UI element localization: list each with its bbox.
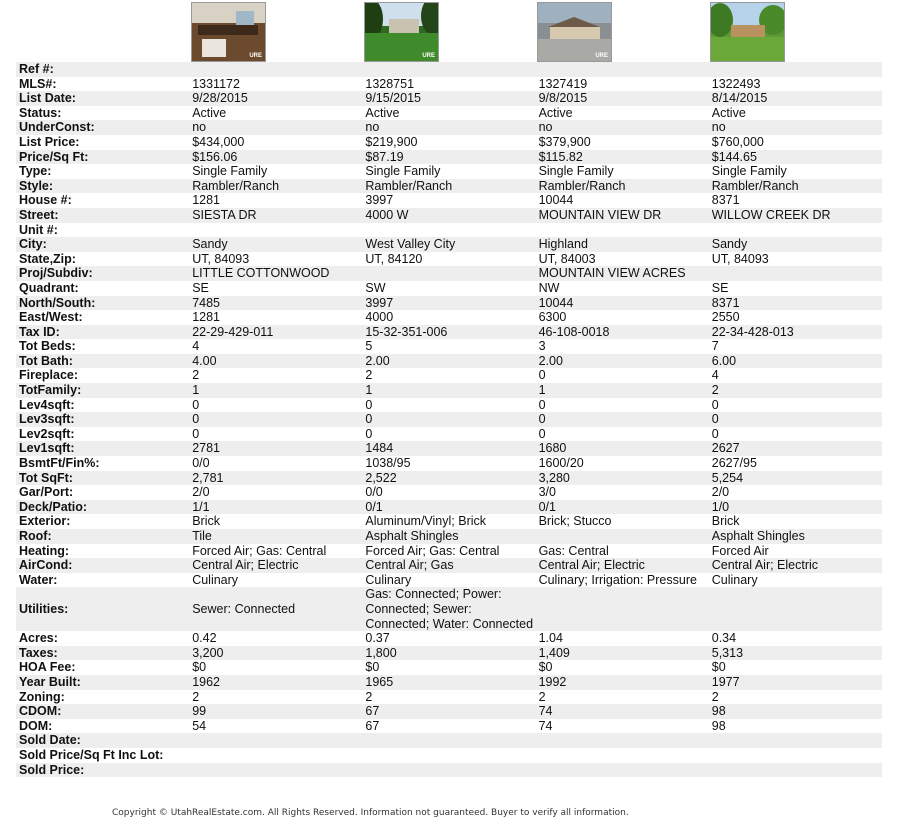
field-value: Forced Air; Gas: Central (192, 543, 327, 558)
field-value: 98 (709, 704, 882, 719)
field-value: 1327419 (538, 76, 588, 91)
field-value: 6.00 (709, 354, 882, 369)
field-value: 0 (189, 412, 362, 427)
table-row (16, 339, 882, 354)
field-value: 2,522 (362, 471, 535, 486)
field-value (536, 587, 709, 631)
field-value (709, 763, 882, 778)
table-row (16, 631, 882, 646)
field-value: 10044 (538, 193, 574, 208)
field-value: 8371 (709, 296, 882, 311)
field-value: 8/14/2015 (709, 91, 882, 106)
field-value: 1484 (362, 441, 535, 456)
field-value: SIESTA DR (189, 208, 362, 223)
field-value: 9/28/2015 (189, 91, 362, 106)
field-value (709, 733, 882, 748)
field-value: 4000 (365, 310, 394, 325)
field-value: 2.00 (362, 354, 535, 369)
field-value: $115.82 (536, 150, 709, 165)
field-value: 0.34 (711, 631, 737, 646)
field-value: Culinary; Irrigation: Pressure (538, 572, 697, 587)
table-row (16, 310, 882, 325)
field-value: 2627/95 (711, 456, 757, 471)
field-value: $760,000 (711, 134, 764, 149)
field-value: 5,313 (709, 646, 882, 661)
table-row (16, 558, 882, 573)
field-value (362, 223, 535, 238)
field-value: Brick; Stucco (538, 514, 612, 529)
field-value: 46-108-0018 (536, 325, 709, 340)
field-value: 1977 (709, 675, 882, 690)
table-row (16, 106, 882, 121)
field-value (536, 748, 709, 763)
field-value: 0/0 (192, 456, 210, 471)
field-value (536, 223, 709, 238)
table-row (16, 237, 882, 252)
field-label: House #: (19, 193, 72, 208)
table-row (16, 471, 882, 486)
field-value: 1/0 (709, 500, 882, 515)
field-value: 2,781 (189, 471, 362, 486)
table-row (16, 179, 882, 194)
field-value: Rambler/Ranch (536, 179, 709, 194)
field-value: 3 (538, 339, 546, 354)
field-value: 2 (711, 689, 719, 704)
field-value (189, 223, 362, 238)
field-value (362, 733, 535, 748)
field-value: Active (538, 105, 573, 120)
field-value: 1331172 (192, 76, 240, 91)
table-row (16, 150, 882, 165)
table-row (16, 719, 882, 734)
field-value: no (189, 120, 362, 135)
table-row (16, 164, 882, 179)
field-value: Central Air; Electric (709, 558, 882, 573)
field-label: Exterior: (19, 514, 71, 529)
table-row (16, 690, 882, 705)
table-row (16, 660, 882, 675)
field-label: TotFamily: (16, 383, 189, 398)
field-value (709, 587, 882, 631)
field-label: UnderConst: (16, 120, 189, 135)
listing-photo-3[interactable] (537, 2, 612, 62)
field-value: 67 (362, 704, 535, 719)
field-value (189, 733, 362, 748)
field-label: Lev2sqft: (19, 426, 75, 441)
field-label: Tot Beds: (19, 339, 76, 354)
field-value: 9/15/2015 (362, 91, 535, 106)
field-value: 1,800 (362, 646, 535, 661)
photo-badge: URE (422, 53, 435, 59)
field-value: 2/0 (192, 485, 210, 500)
field-label: Lev3sqft: (16, 412, 189, 427)
field-value: West Valley City (362, 237, 535, 252)
field-value: Forced Air (711, 543, 769, 558)
field-value: 2 (365, 368, 373, 383)
field-value: LITTLE COTTONWOOD (189, 266, 362, 281)
field-value: UT, 84120 (365, 251, 423, 266)
field-value: 2 (365, 689, 373, 704)
field-label: Street: (16, 208, 189, 223)
field-value (362, 748, 535, 763)
field-value: 2627 (709, 441, 882, 456)
field-value: 1038/95 (365, 456, 411, 471)
field-value: Sandy (189, 237, 362, 252)
table-row (16, 354, 882, 369)
field-label: Utilities: (16, 587, 189, 631)
field-value: Central Air; Electric (536, 558, 709, 573)
field-value: Sewer: Connected (189, 587, 362, 631)
field-value: $434,000 (192, 134, 245, 149)
field-value: 3997 (365, 193, 394, 208)
table-row (16, 383, 882, 398)
field-value: 98 (711, 718, 726, 733)
field-value: 1962 (189, 675, 362, 690)
field-value: 9/8/2015 (536, 91, 709, 106)
table-row (16, 91, 882, 106)
field-value: 0 (192, 397, 200, 412)
field-value (709, 266, 882, 281)
field-label: Water: (19, 572, 58, 587)
field-label: East/West: (19, 310, 83, 325)
field-value: 0/1 (362, 500, 535, 515)
field-value (536, 62, 709, 77)
field-value: 54 (192, 718, 207, 733)
field-value (536, 763, 709, 778)
table-row (16, 544, 882, 559)
field-value: Asphalt Shingles (709, 529, 882, 544)
field-value: 2 (538, 689, 546, 704)
field-value: 67 (365, 718, 380, 733)
photo-badge: URE (249, 53, 262, 59)
field-value: 0 (365, 397, 373, 412)
field-label: List Price: (19, 134, 80, 149)
field-label: Gar/Port: (19, 485, 74, 500)
field-value: $0 (711, 660, 726, 675)
field-value: 0 (538, 368, 546, 383)
listing-photo-1[interactable] (191, 2, 266, 62)
field-value: 3/0 (538, 485, 556, 500)
field-value: 74 (536, 704, 709, 719)
field-value: Single Family (365, 164, 441, 179)
table-row (16, 296, 882, 311)
field-value: 10044 (536, 296, 709, 311)
table-row (16, 412, 882, 427)
field-value: $379,900 (538, 134, 591, 149)
field-value: 1322493 (711, 76, 761, 91)
field-value: Rambler/Ranch (189, 179, 362, 194)
table-row (16, 193, 882, 208)
field-label: Roof: (16, 529, 189, 544)
field-value: $0 (192, 660, 207, 675)
field-label: HOA Fee: (19, 660, 76, 675)
field-value: 0/0 (365, 485, 383, 500)
field-value (362, 763, 535, 778)
field-label: CDOM: (16, 704, 189, 719)
field-label: Tot Bath: (16, 354, 189, 369)
table-row (16, 763, 882, 778)
listing-photos (0, 2, 898, 62)
table-row (16, 62, 882, 77)
field-label: Price/Sq Ft: (16, 150, 189, 165)
field-value: 0 (709, 412, 882, 427)
listing-photo-4[interactable] (710, 2, 785, 62)
field-value: 1 (536, 383, 709, 398)
field-value: Brick (711, 514, 740, 529)
field-value: 0.37 (365, 631, 390, 646)
field-label: Quadrant: (19, 280, 79, 295)
table-row (16, 368, 882, 383)
field-value: Culinary (365, 572, 412, 587)
field-value: 3997 (362, 296, 535, 311)
field-value: 4.00 (189, 354, 362, 369)
table-row (16, 500, 882, 515)
field-value: Rambler/Ranch (362, 179, 535, 194)
field-value (189, 62, 362, 77)
table-row (16, 398, 882, 413)
table-row (16, 266, 882, 281)
field-value: Sandy (709, 237, 882, 252)
field-value: Central Air; Gas (362, 558, 535, 573)
field-value: Active (711, 105, 746, 120)
field-label: State,Zip: (19, 251, 76, 266)
field-value: WILLOW CREEK DR (709, 208, 882, 223)
field-value: 2781 (189, 441, 362, 456)
field-label: Fireplace: (19, 368, 79, 383)
field-value: 3,280 (536, 471, 709, 486)
field-value: no (362, 120, 535, 135)
table-row (16, 77, 882, 92)
field-value: 1965 (362, 675, 535, 690)
field-value: 6300 (538, 310, 567, 325)
field-value: 1992 (536, 675, 709, 690)
field-value: no (536, 120, 709, 135)
field-value: NW (538, 280, 560, 295)
field-value: 3,200 (189, 646, 362, 661)
field-value: Brick (192, 514, 220, 529)
field-value: $219,900 (365, 134, 418, 149)
field-value: 1,409 (536, 646, 709, 661)
field-value: 22-34-428-013 (709, 325, 882, 340)
field-label: Year Built: (16, 675, 189, 690)
field-value (189, 763, 362, 778)
field-value: UT, 84093 (711, 251, 769, 266)
field-value: Asphalt Shingles (362, 529, 535, 544)
field-value: Highland (536, 237, 709, 252)
field-label: Sold Price: (16, 763, 189, 778)
field-value: 2 (709, 383, 882, 398)
field-value: 1328751 (365, 76, 415, 91)
field-value: $144.65 (709, 150, 882, 165)
field-label: Heating: (19, 543, 69, 558)
field-label: MLS#: (19, 76, 57, 91)
table-row (16, 325, 882, 340)
field-value: 1 (362, 383, 535, 398)
field-value: 1680 (536, 441, 709, 456)
field-value: UT, 84003 (538, 251, 596, 266)
field-value: 99 (189, 704, 362, 719)
field-label: Unit #: (19, 222, 58, 237)
table-row (16, 733, 882, 748)
table-row (16, 281, 882, 296)
field-value: $0 (538, 660, 553, 675)
field-value: 0 (536, 412, 709, 427)
field-label: Lev4sqft: (19, 397, 75, 412)
field-value: 1 (189, 383, 362, 398)
field-value: 0 (362, 412, 535, 427)
field-value: 1/1 (189, 500, 362, 515)
field-value: SE (711, 280, 729, 295)
field-label: Ref #: (16, 62, 189, 77)
field-label: City: (16, 237, 189, 252)
field-value: Gas: Central (538, 543, 609, 558)
field-value: 8371 (711, 193, 740, 208)
field-value: 1281 (192, 310, 220, 325)
field-value: Culinary (711, 572, 758, 587)
field-value (709, 62, 882, 77)
field-value: Single Family (192, 164, 268, 179)
field-value: Rambler/Ranch (709, 179, 882, 194)
field-value: 1.04 (538, 631, 563, 646)
field-value: $0 (365, 660, 380, 675)
field-label: List Date: (16, 91, 189, 106)
field-label: Type: (19, 164, 52, 179)
field-label: Tax ID: (16, 325, 189, 340)
field-label: Style: (16, 179, 189, 194)
field-value: Culinary (192, 572, 239, 587)
field-value: 0 (711, 397, 719, 412)
field-value: 5 (365, 339, 373, 354)
comparison-table (16, 62, 882, 777)
table-row (16, 120, 882, 135)
copyright-footer: Copyright © UtahRealEstate.com. All Rights Reserved. Information not guaranteed. Buyer to verify all information. (112, 808, 629, 818)
field-value: 0 (538, 397, 546, 412)
field-value: 1600/20 (538, 456, 584, 471)
photo-badge: URE (595, 53, 608, 59)
table-row (16, 485, 882, 500)
field-value: 4000 W (362, 208, 535, 223)
field-value: 2550 (711, 310, 740, 325)
field-label: BsmtFt/Fin%: (19, 456, 100, 471)
field-value (536, 733, 709, 748)
field-value: 7 (711, 339, 719, 354)
listing-photo-2[interactable] (364, 2, 439, 62)
field-label: Zoning: (19, 689, 65, 704)
field-label: Sold Date: (16, 733, 189, 748)
field-value: 7485 (189, 296, 362, 311)
field-value: Forced Air; Gas: Central (365, 543, 500, 558)
field-value: 22-29-429-011 (189, 325, 362, 340)
field-value: 1281 (192, 193, 220, 208)
field-label: Deck/Patio: (16, 500, 189, 515)
field-value: 74 (538, 718, 553, 733)
field-value: $156.06 (189, 150, 362, 165)
field-label: Proj/Subdiv: (16, 266, 189, 281)
table-row (16, 514, 882, 529)
table-row (16, 573, 882, 588)
field-value: no (709, 120, 882, 135)
field-label: Sold Price/Sq Ft Inc Lot: (19, 747, 164, 762)
table-row (16, 646, 882, 661)
field-label: Tot SqFt: (16, 471, 189, 486)
table-row (16, 135, 882, 150)
field-value: Central Air; Electric (189, 558, 362, 573)
field-value: 0 (711, 426, 719, 441)
field-value: Single Family (711, 164, 787, 179)
field-value: Single Family (538, 164, 614, 179)
field-value: 2 (192, 368, 200, 383)
field-value: SE (192, 280, 209, 295)
table-row (16, 587, 882, 631)
table-row (16, 223, 882, 238)
field-value: MOUNTAIN VIEW ACRES (536, 266, 709, 281)
field-value (189, 748, 362, 763)
field-label: DOM: (19, 718, 53, 733)
table-row (16, 704, 882, 719)
field-value: UT, 84093 (192, 251, 250, 266)
table-row (16, 252, 882, 267)
field-value: 2 (192, 689, 200, 704)
field-value: 4 (192, 339, 200, 354)
field-value: 0/1 (536, 500, 709, 515)
field-label: Status: (19, 105, 62, 120)
table-row (16, 456, 882, 471)
field-value: $87.19 (362, 150, 535, 165)
field-value: Active (192, 105, 227, 120)
field-value: 4 (711, 368, 719, 383)
field-label: Acres: (19, 631, 58, 646)
field-value: 0 (192, 426, 200, 441)
table-row (16, 529, 882, 544)
field-value: 15-32-351-006 (362, 325, 535, 340)
field-value: Tile (189, 529, 362, 544)
field-value (536, 529, 709, 544)
field-value: 0 (365, 426, 373, 441)
field-value: 2.00 (536, 354, 709, 369)
field-label: Lev1sqft: (16, 441, 189, 456)
field-value: Active (365, 105, 400, 120)
field-value (709, 748, 882, 763)
field-value: 2/0 (711, 485, 730, 500)
field-value: 0.42 (192, 631, 217, 646)
field-label: AirCond: (16, 558, 189, 573)
field-value (709, 223, 882, 238)
field-value (362, 62, 535, 77)
field-value: 0 (538, 426, 546, 441)
table-row (16, 208, 882, 223)
field-value: 5,254 (709, 471, 882, 486)
table-row (16, 441, 882, 456)
field-label: Taxes: (16, 646, 189, 661)
table-row (16, 675, 882, 690)
table-row (16, 427, 882, 442)
field-value (362, 266, 535, 281)
table-row (16, 748, 882, 763)
field-label: North/South: (16, 296, 189, 311)
field-value: MOUNTAIN VIEW DR (536, 208, 709, 223)
field-value: Gas: Connected; Power: Connected; Sewer: Connected; Water: Connected (362, 587, 535, 631)
field-value: Aluminum/Vinyl; Brick (365, 514, 487, 529)
field-value: SW (365, 280, 386, 295)
